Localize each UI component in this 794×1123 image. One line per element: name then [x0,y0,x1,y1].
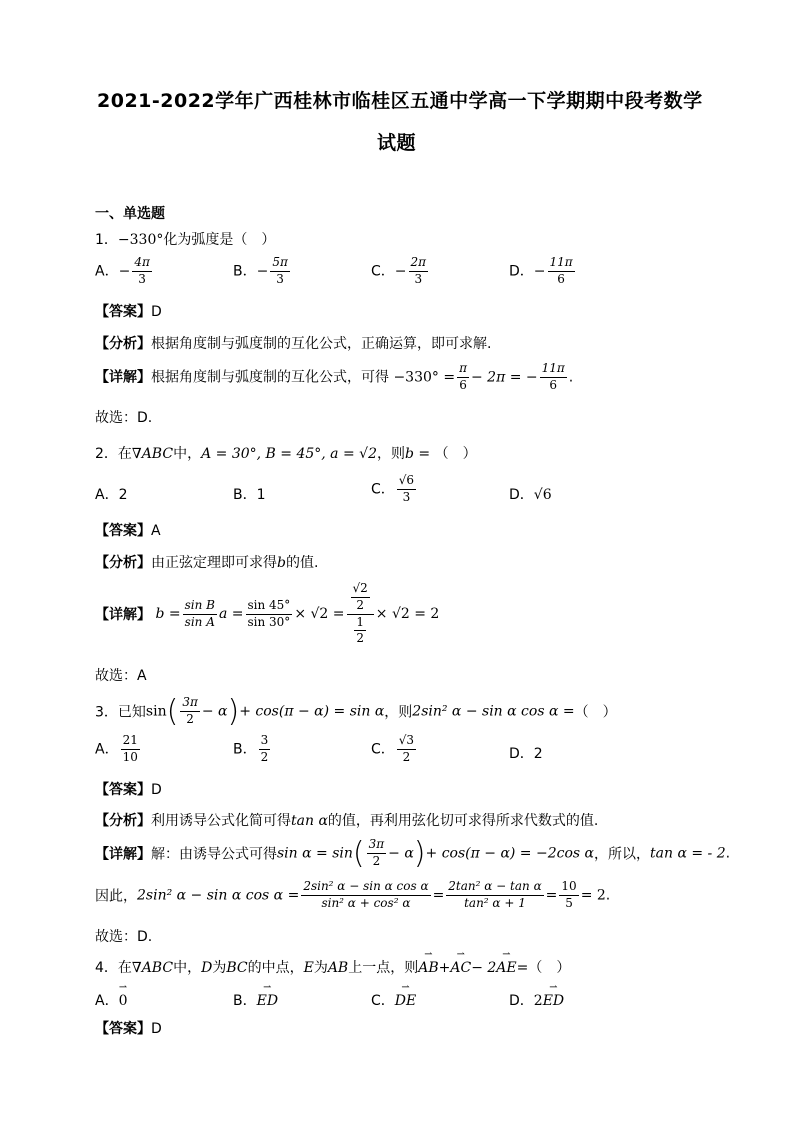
q3-stem: 3．已知sin( $\frac{3\pi}{2}$ − α)+ cos(π − α) = sin α，则2sin² α − sin α cos α =（ ） [95,694,617,729]
q2-option-a: A．2 [95,487,128,503]
q3-option-a: A． $\frac{21}{10}$ [95,733,138,764]
q2-answer: 【答案】A [95,523,161,539]
page-title: 2021-2022学年广西桂林市临桂区五通中学高一下学期期中段考数学 [97,90,703,112]
section-heading: 一、单选题 [95,206,165,222]
q1-option-b: B．− $\frac{5\pi}{3}$ [233,255,288,286]
q2-analysis: 【分析】由正弦定理即可求得b的值. [95,555,319,571]
q2-option-b: B．1 [233,487,266,503]
q1-stem: 1．−330°化为弧度是（ ） [95,232,276,248]
q3-option-d: D．2 [509,746,543,762]
q3-analysis: 【分析】利用诱导公式化简可得tan α的值，再利用弦化切可求得所求代数式的值. [95,813,599,829]
q3-option-b: B． $\frac{3}{2}$ [233,733,269,764]
q4-answer: 【答案】D [95,1021,162,1037]
q4-option-b: B．⇀ ED [233,990,278,1010]
q1-detail: 【详解】根据角度制与弧度制的互化公式，可得 −330° = $\frac{\pi}{6}$ − 2π = − $\frac{11\pi}{6}$ . [95,361,574,392]
q1-option-c: C．− $\frac{2\pi}{3}$ [371,255,427,286]
q3-choice: 故选：D. [95,929,153,945]
q4-option-c: C．⇀ DE [371,990,416,1010]
q2-option-d: D．√6 [509,487,552,503]
q3-therefore: 因此，2sin² α − sin α cos α = $\frac{\text{2sin² α − sin α cos α}}{\text{sin² α + cos² α}}$ = $\frac{\text{2tan² α − tan α}}{\text{tan² α + 1}}$ = $\frac{10}{5}$ = 2. [95,879,611,910]
q2-choice: 故选：A [95,668,147,684]
q1-choice: 故选：D. [95,410,153,426]
q1-option-d: D．− $\frac{11\pi}{6}$ [509,255,573,286]
q1-answer: 【答案】D [95,304,162,320]
q2-stem: 2．在∇ABC中，A = 30°, B = 45°, a = √2，则b = （ ） [95,446,477,462]
q4-stem: 4．在∇ABC中，D为BC的中点，E为AB上一点，则⇀ AB+⇀ AC− 2⇀ AE=（ ） [95,957,570,977]
q1-option-a: A．− $\frac{4\pi}{3}$ [95,255,150,286]
page-title-line2: 试题 [377,132,417,154]
q3-detail: 【详解】解：由诱导公式可得sin α = sin( $\frac{3\pi}{2}$ − α)+ cos(π − α) = −2cos α，所以，tan α = - 2. [95,836,731,871]
q4-option-a: A．⇀ 0 [95,990,128,1010]
q4-option-d: D．2⇀ ED [509,990,564,1010]
q2-detail: 【详解】 b = $\frac{\text{sin B}}{\text{sin A}}$ a = $\frac{\sin 45^\circ}{\sin 30^\circ}$ × √2 = $\frac{\frac{√2}{2}}{\frac{1}{2}}$ × √2 = 2 [95,581,440,646]
q1-analysis: 【分析】根据角度制与弧度制的互化公式，正确运算，即可求解. [95,336,492,352]
q2-option-c: C． $\frac{√6}{3}$ [371,473,415,504]
q3-option-c: C． $\frac{√3}{2}$ [371,733,415,764]
q3-answer: 【答案】D [95,782,162,798]
